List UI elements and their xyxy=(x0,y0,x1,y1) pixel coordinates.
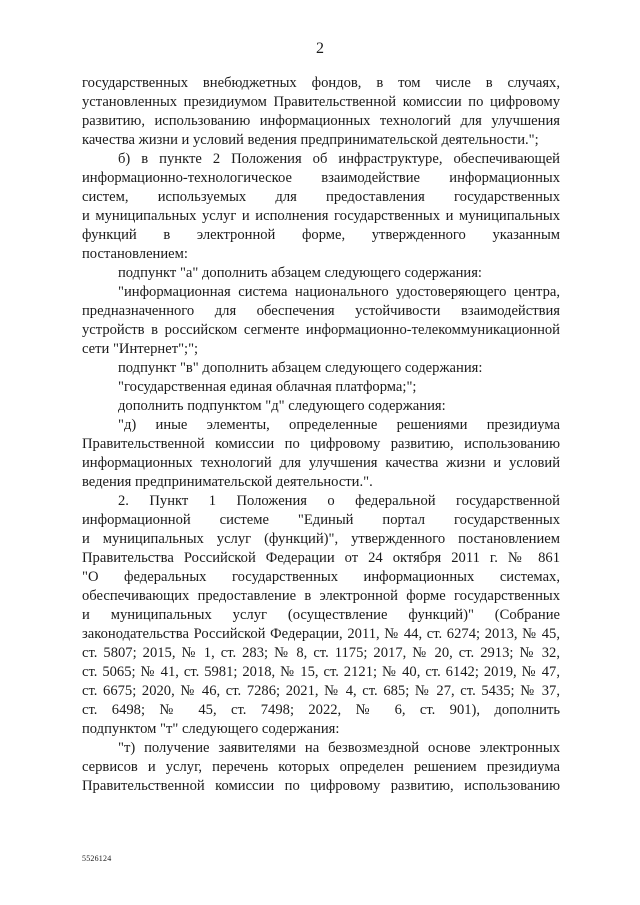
text-line: систем, используемых для предоставления государственных xyxy=(82,189,560,205)
text-line: подпунктом "т" следующего содержания: xyxy=(82,721,340,737)
text-line: предназначенного для обеспечения устойчивости взаимодействия xyxy=(82,303,560,319)
text-line: и муниципальных услуг и исполнения государственных и муниципальных xyxy=(82,208,560,224)
text-line: 2. Пункт 1 Положения о федеральной государственной xyxy=(118,493,560,509)
text-line: ст. 6675; 2020, № 46, ст. 7286; 2021, № 4, ст. 685; № 27, ст. 5435; № 37, xyxy=(82,683,560,699)
text-line: "информационная система национального удостоверяющего центра, xyxy=(118,284,560,300)
text-line: государственных внебюджетных фондов, в том числе в случаях, xyxy=(82,75,560,91)
text-line: сервисов и услуг, перечень которых определен решением президиума xyxy=(82,759,560,775)
text-line: постановлением: xyxy=(82,246,188,262)
text-line: "государственная единая облачная платформа;"; xyxy=(118,379,417,395)
text-line: "д) иные элементы, определенные решениями президиума xyxy=(118,417,560,433)
document-code: 5526124 xyxy=(82,854,112,863)
text-line: ст. 6498; № 45, ст. 7498; 2022, № 6, ст. 901), дополнить xyxy=(82,702,560,718)
text-line: б) в пункте 2 Положения об инфраструктуре, обеспечивающей xyxy=(118,151,560,167)
text-line: Правительственной комиссии по цифровому развитию, использованию xyxy=(82,778,560,794)
text-line: подпункт "а" дополнить абзацем следующего содержания: xyxy=(118,265,482,281)
text-line: законодательства Российской Федерации, 2011, № 44, ст. 6274; 2013, № 45, xyxy=(82,626,560,642)
text-line: установленных президиумом Правительственной комиссии по цифровому xyxy=(82,94,560,110)
text-line: подпункт "в" дополнить абзацем следующего содержания: xyxy=(118,360,483,376)
text-line: "О федеральных государственных информационных системах, xyxy=(82,569,560,585)
text-line: обеспечивающих предоставление в электронной форме государственных xyxy=(82,588,560,604)
text-line: ст. 5807; 2015, № 1, ст. 283; № 8, ст. 1175; 2017, № 20, ст. 2913; № 32, xyxy=(82,645,560,661)
text-line: ст. 5065; № 41, ст. 5981; 2018, № 15, ст. 2121; № 40, ст. 6142; 2019, № 47, xyxy=(82,664,560,680)
text-line: и муниципальных услуг (функций)", утвержденного постановлением xyxy=(82,531,560,547)
text-line: сети "Интернет";"; xyxy=(82,341,199,357)
text-line: устройств в российском сегменте информационно-телекоммуникационной xyxy=(82,322,560,338)
text-line: Правительственной комиссии по цифровому развитию, использованию xyxy=(82,436,560,452)
text-line: информационно-технологическое взаимодействие информационных xyxy=(82,170,560,186)
text-line: и муниципальных услуг (осуществление функций)" (Собрание xyxy=(82,607,560,623)
document-body xyxy=(82,74,560,796)
text-line: ведения предпринимательской деятельности.". xyxy=(82,474,373,490)
text-line: качества жизни и условий ведения предпринимательской деятельности."; xyxy=(82,132,539,148)
text-line: дополнить подпунктом "д" следующего содержания: xyxy=(118,398,446,414)
text-line: "т) получение заявителями на безвозмездной основе электронных xyxy=(118,740,560,756)
text-line: развитию, использованию информационных технологий для улучшения xyxy=(82,113,560,129)
text-line: информационных технологий для улучшения качества жизни и условий xyxy=(82,455,560,471)
text-line: функций в электронной форме, утвержденного указанным xyxy=(82,227,560,243)
text-line: Правительства Российской Федерации от 24 октября 2011 г. № 861 xyxy=(82,550,560,566)
text-line: информационной системе "Единый портал государственных xyxy=(82,512,560,528)
page-number: 2 xyxy=(316,40,324,57)
